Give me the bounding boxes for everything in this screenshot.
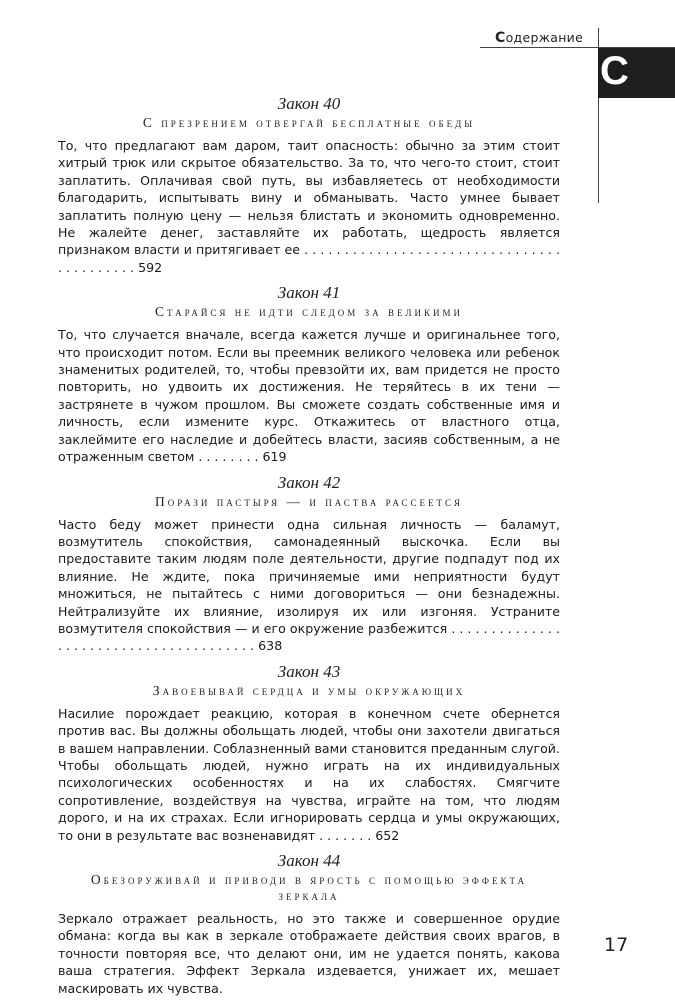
toc-entry	[58, 94, 560, 276]
law-summary-text: То, что предлагают вам даром, таит опасность: обычно за этим стоит хитрый трюк или скрытое обязательство. За то, что чего-то стоит, стоит заплатить. Оплачивая свой путь, вы избавляетесь от необходимости благодарить, испытывать вину и обманывать. Часто умнее бывает заплатить полную цену — нельзя блистать и экономить одновременно. Не жалейте денег, заставляйте их работать, щедрость является признаком власти и притягивает ее	[58, 138, 560, 258]
law-title: С презрением отвергай бесплатные обеды	[142, 115, 476, 130]
law-summary-text: То, что случается вначале, всегда кажется лучше и оригинальнее того, что происходит потом. Если вы преемник великого человека или ребенок знаменитых родителей, то, чтобы превзойти их, вам придется не просто повторить, но удвоить их достижения. Не теряйтесь в их тени — застрянете в чужом прошлом. Вы сможете создать собственные имя и личность, если измените курс. Откажитесь от властного отца, заклеймите его наследие и добейтесь власти, засияв собственным, а не отраженным светом	[58, 327, 560, 465]
dot-leader: . . . . . . . . . . . . . . . . . . . . . . . . . . . . . . . . . . . . . . . . . .	[58, 242, 560, 275]
law-title: Старайся не идти следом за великими	[155, 304, 463, 320]
law-title: Завоевывай сердца и умы окружающих	[152, 682, 466, 698]
law-summary	[58, 137, 560, 276]
law-summary-text: Насилие порождает реакцию, которая в конечном счете обернется против вас. Вы должны обольщать людей, чтобы они захотели двигаться в вашем направлении. Соблазненный вами становится преданным слугой. Чтобы обольщать людей, нужно играть на их индивидуальных психологических особенностях и на их слабостях. Смягчите сопротивление, воздействуя на чувства, играйте на том, что людям дорого, и на их страхах. Если игнорировать сердца и умы окружающих, то они в результате вас возненавидят	[58, 705, 560, 843]
law-title: Порази пастыря — и паства рассеется	[155, 493, 463, 509]
law-summary	[58, 705, 560, 844]
toc-entry	[58, 473, 560, 655]
chapter-tab-letter: С	[600, 49, 629, 93]
toc-entry	[58, 283, 560, 465]
law-number: Закон 41	[277, 283, 341, 303]
dot-leader: . . . . . . . .	[194, 449, 263, 465]
law-summary-text: Часто беду может принести одна сильная личность — баламут, возмутитель спокойствия, самонадеянный выскочка. Если вы предоставите таким людям поле деятельности, другие подпадут под их влияние. Не ждите, пока причиняемые ими неприятности будут множиться, не пытайтесь с ними договориться — они безнадежны. Нейтрализуйте их влияние, изолируя их или изгоняя. Устраните возмутителя спокойствия — и его окружение разбежится	[58, 516, 560, 636]
toc-content	[58, 94, 560, 997]
page-reference[interactable]: 592	[138, 259, 163, 275]
law-number: Закон 42	[277, 472, 341, 492]
page-reference[interactable]: 638	[258, 638, 283, 654]
section-label	[495, 30, 583, 46]
dot-leader: . . . . . . . . . . . . . . . . . . . . . . . . . . . . . . . . . . . . . . .	[58, 620, 560, 654]
law-number: Закон 44	[277, 851, 341, 870]
law-number: Закон 43	[277, 661, 341, 681]
toc-entry	[58, 851, 560, 997]
section-label-rest: одержание	[505, 30, 584, 45]
law-title: Обезоруживай и приводи в ярость с помощью эффекта зеркала	[90, 872, 528, 903]
page-reference[interactable]: 619	[262, 449, 287, 465]
dot-leader: . . . . . . .	[315, 827, 376, 843]
law-summary	[58, 326, 560, 465]
law-summary-text: Зеркало отражает реальность, но это также и совершенное орудие обмана: когда вы как в зеркале отображаете действия своих врагов, в точности повторяя все, что делают они, им не удается понять, какова ваша стратегия. Эффект Зеркала издевается, унижает их, мешает маскировать их чувства.	[58, 911, 560, 996]
toc-entry	[58, 662, 560, 844]
chapter-tab	[598, 48, 675, 98]
page-number: 17	[604, 934, 629, 956]
page-reference[interactable]: 652	[375, 827, 400, 843]
section-label-initial: С	[495, 30, 506, 46]
law-number: Закон 40	[277, 94, 341, 113]
law-summary	[58, 516, 560, 655]
law-summary	[58, 910, 560, 997]
